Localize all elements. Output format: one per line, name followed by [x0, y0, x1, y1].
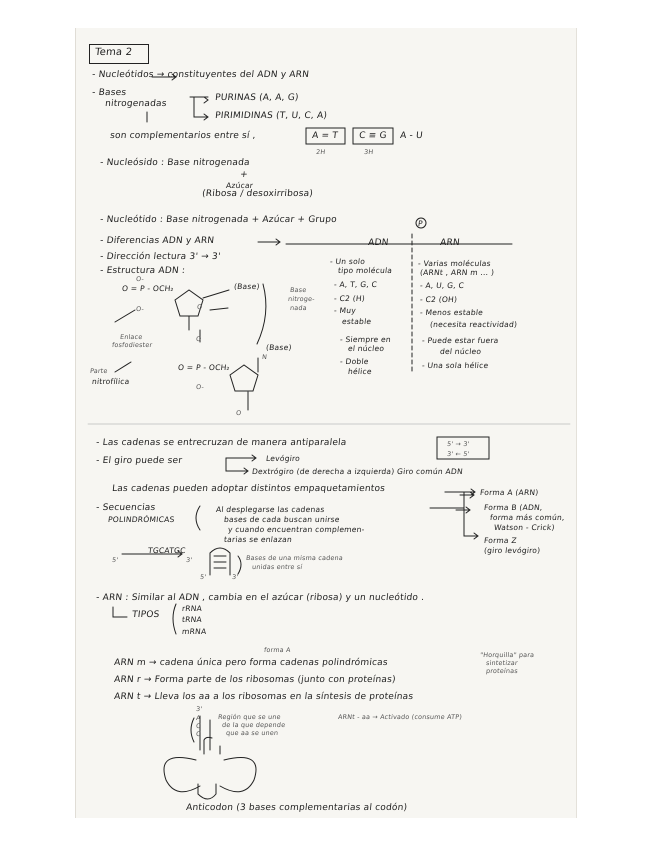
arn-row4a: - Menos estable: [419, 308, 484, 317]
chem-base-1: (Base): [233, 282, 261, 291]
pair-at: A = T: [311, 131, 339, 141]
chem-o-minus-3: O-: [195, 383, 205, 391]
hairpin-3: 3': [185, 556, 193, 564]
forma-z-1: Forma Z: [483, 536, 518, 545]
line-empaquetamientos: Las cadenas pueden adoptar distintos empaquetamientos: [111, 484, 386, 494]
arn-row1a: - Varias moléculas: [417, 259, 492, 268]
adn-row4a: - Muy: [333, 306, 357, 315]
hairpin-5: 5': [111, 556, 119, 564]
pair-cg: C ≡ G: [358, 131, 388, 141]
arn-row6: - Una sola hélice: [421, 361, 489, 370]
trna-note-1: Región que se une: [217, 713, 282, 721]
hairpin-5b: 5': [199, 573, 207, 581]
trna-note-3: que aa se unen: [225, 729, 279, 737]
line-diferencias: - Diferencias ADN y ARN: [99, 236, 215, 246]
adn-row5a: - Siempre en: [339, 335, 392, 344]
adn-row1a: - Un solo: [329, 257, 366, 266]
base-label-3: nada: [289, 304, 308, 312]
line-estructura: - Estructura ADN :: [99, 266, 186, 276]
type-rrna: rRNA: [181, 604, 203, 613]
line-arnt: ARN t → Lleva los aa a los ribosomas en la síntesis de proteínas: [113, 692, 414, 702]
chem-p-group-2: O = P - OCH₂: [177, 363, 231, 372]
trna-c2: C: [195, 730, 202, 738]
line-nitrogenadas: nitrogenadas: [104, 99, 168, 109]
dextrogiro: Dextrógiro (de derecha a izquierda) Giro común ADN: [251, 467, 464, 476]
fosfodiester-label: fosfodiester: [111, 341, 153, 349]
chem-p-group: O = P - OCH₂: [121, 284, 175, 293]
trna-a: A: [195, 714, 202, 722]
chem-n: N: [261, 353, 268, 361]
pal-note-2: bases de cada buscan unirse: [223, 515, 341, 524]
pal-note-4: tarias se enlazan: [223, 535, 293, 544]
antiparallel-1: 5' → 3': [446, 440, 470, 448]
forma-b-3: Watson - Crick): [493, 523, 556, 532]
anticodon: Anticodon (3 bases complementarias al codón): [185, 803, 408, 813]
trna-activation: ARNt - aa → Activado (consume ATP): [337, 713, 463, 721]
adn-row4b: estable: [341, 317, 372, 326]
arn-row3: - C2 (OH): [419, 295, 458, 304]
horquilla-2: sintetizar: [485, 659, 519, 667]
col-adn: ADN: [367, 238, 389, 248]
horquilla-3: proteínas: [485, 667, 519, 675]
line-arn-def: - ARN : Similar al ADN , cambia en el azúcar (ribosa) y un nucleótido .: [95, 593, 425, 603]
adn-row5b: el núcleo: [347, 344, 385, 353]
arn-row4b: (necesita reactividad): [429, 320, 518, 329]
forma-z-2: (giro levógiro): [483, 546, 541, 555]
line-cadenas: - Las cadenas se entrecruzan de manera antiparalela: [95, 438, 347, 448]
grupo-p: P: [417, 219, 424, 228]
polindromicas: POLINDRÓMICAS: [107, 515, 176, 524]
levogiro: Levógiro: [265, 454, 301, 463]
plus-sign: +: [239, 170, 249, 180]
horquilla-1: "Horquilla" para: [479, 651, 535, 659]
forma-a: Forma A (ARN): [479, 488, 539, 497]
ribosa-label: (Ribosa / desoxirribosa): [201, 189, 314, 199]
cg-bonds: 3H: [363, 148, 374, 156]
chem-o-bottom: O: [235, 409, 242, 417]
trna-note-2: de la que depende: [221, 721, 286, 729]
chem-link-o: O: [195, 335, 202, 343]
line-arnm: ARN m → cadena única pero forma cadenas polindrómicas: [113, 658, 389, 668]
antiparallel-2: 3' ← 5': [446, 450, 470, 458]
type-mrna: mRNA: [181, 627, 207, 636]
forma-a-note: forma A: [263, 646, 292, 654]
azucar-label: Azúcar: [225, 181, 254, 190]
arn-row5a: - Puede estar fuera: [421, 336, 500, 345]
adn-row2: - A, T, G, C: [333, 280, 378, 289]
forma-b-1: Forma B (ADN,: [483, 503, 544, 512]
hairpin-seq: TGCATGC: [147, 546, 187, 555]
purinas: PURINAS (A, A, G): [214, 93, 300, 103]
page-title: Tema 2: [94, 47, 133, 58]
hairpin-note-1: Bases de una misma cadena: [245, 554, 344, 562]
line-arnr: ARN r → Forma parte de los ribosomas (junto con proteínas): [113, 675, 397, 685]
pair-au: A - U: [399, 131, 424, 141]
adn-row6a: - Doble: [339, 357, 370, 366]
forma-b-2: forma más común,: [489, 513, 566, 522]
hairpin-note-2: unidas entre sí: [251, 563, 303, 571]
arn-row5b: del núcleo: [439, 347, 482, 356]
col-arn: ARN: [439, 238, 461, 248]
line-direccion: - Dirección lectura 3' → 3': [99, 252, 221, 262]
line-giro: - El giro puede ser: [95, 456, 183, 466]
adn-row3: - C2 (H): [333, 294, 366, 303]
at-bonds: 2H: [315, 148, 326, 156]
line-nucleotido: - Nucleótido : Base nitrogenada + Azúcar + Grupo: [99, 215, 338, 225]
adn-row6b: hélice: [347, 367, 373, 376]
trna-c1: C: [195, 722, 202, 730]
line-bases: - Bases: [91, 88, 127, 98]
pal-note-3: y cuando encuentran complemen-: [227, 525, 366, 534]
chem-o-minus-bottom: O-: [135, 305, 145, 313]
enlace-label: Enlace: [119, 333, 143, 341]
chem-o-minus-top: O-: [135, 275, 145, 283]
line-nucleotidos: - Nucleótidos → constituyentes del ADN y ARN: [91, 70, 310, 80]
pal-note-1: Al desplegarse las cadenas: [215, 505, 325, 514]
hairpin-3b: 3': [231, 573, 239, 581]
tipos-label: TIPOS: [131, 610, 160, 620]
secuencias: - Secuencias: [95, 503, 156, 513]
trna-3-prime: 3': [195, 705, 203, 713]
nitrofilica-label: nitrofílica: [91, 377, 131, 386]
line-nucleosido: - Nucleósido : Base nitrogenada: [99, 158, 251, 168]
arn-row1b: (ARNt , ARN m ... ): [419, 268, 495, 277]
type-trna: tRNA: [181, 615, 203, 624]
base-label-2: nitroge-: [287, 295, 316, 303]
base-label-1: Base: [289, 286, 307, 294]
parte-label: Parte: [89, 367, 109, 375]
chem-ring-o: O: [196, 303, 203, 311]
arn-row2: - A, U, G, C: [419, 281, 465, 290]
complementarios: son complementarios entre sí ,: [109, 131, 257, 141]
chem-base-2: (Base): [265, 343, 293, 352]
pirimidinas: PIRIMIDINAS (T, U, C, A): [214, 111, 328, 121]
adn-row1b: tipo molécula: [337, 266, 393, 275]
